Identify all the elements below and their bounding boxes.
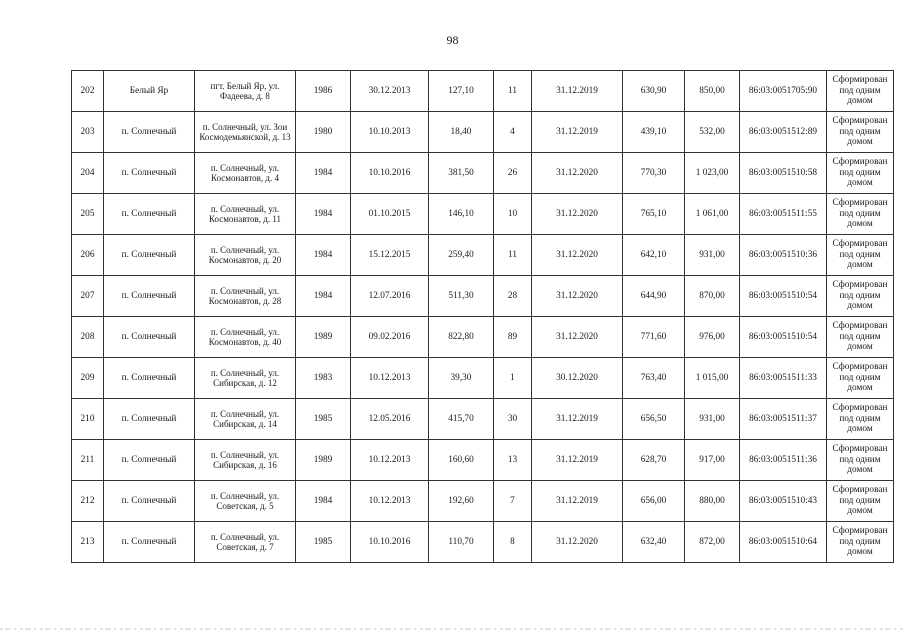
residents-cell: 89 (494, 317, 532, 358)
status-cell: Сформирован под одним домом (827, 235, 894, 276)
build-year-cell: 1989 (296, 317, 351, 358)
residents-cell: 11 (494, 71, 532, 112)
area-cell: 511,30 (429, 276, 494, 317)
address-cell: п. Солнечный, ул. Космонавтов, д. 40 (195, 317, 296, 358)
land-area-cell: 870,00 (685, 276, 740, 317)
cadastral-number-cell: 86:03:0051510:54 (740, 317, 827, 358)
date-cell: 10.10.2013 (351, 112, 429, 153)
build-year-cell: 1980 (296, 112, 351, 153)
cadastral-number-cell: 86:03:0051511:55 (740, 194, 827, 235)
table-row (72, 276, 894, 317)
settlement-cell: п. Солнечный (104, 112, 195, 153)
address-cell: п. Солнечный, ул. Космонавтов, д. 28 (195, 276, 296, 317)
table-row (72, 112, 894, 153)
land-area-cell: 931,00 (685, 399, 740, 440)
area-cell: 415,70 (429, 399, 494, 440)
total-area-cell: 770,30 (623, 153, 685, 194)
cadastral-number-cell: 86:03:0051510:43 (740, 481, 827, 522)
settlement-cell: п. Солнечный (104, 399, 195, 440)
land-area-cell: 850,00 (685, 71, 740, 112)
date-cell: 10.10.2016 (351, 153, 429, 194)
date-cell: 15.12.2015 (351, 235, 429, 276)
date-cell: 12.07.2016 (351, 276, 429, 317)
status-cell: Сформирован под одним домом (827, 194, 894, 235)
row-number-cell: 212 (72, 481, 104, 522)
table-row (72, 481, 894, 522)
resettlement-date-cell: 31.12.2020 (532, 153, 623, 194)
cadastral-number-cell: 86:03:0051705:90 (740, 71, 827, 112)
row-number-cell: 202 (72, 71, 104, 112)
status-cell: Сформирован под одним домом (827, 399, 894, 440)
address-cell: п. Солнечный, ул. Советская, д. 7 (195, 522, 296, 563)
resettlement-date-cell: 31.12.2019 (532, 71, 623, 112)
total-area-cell: 656,50 (623, 399, 685, 440)
area-cell: 822,80 (429, 317, 494, 358)
cadastral-number-cell: 86:03:0051510:36 (740, 235, 827, 276)
resettlement-date-cell: 31.12.2020 (532, 317, 623, 358)
settlement-cell: п. Солнечный (104, 276, 195, 317)
status-cell: Сформирован под одним домом (827, 276, 894, 317)
table-row (72, 358, 894, 399)
resettlement-date-cell: 31.12.2020 (532, 235, 623, 276)
total-area-cell: 771,60 (623, 317, 685, 358)
total-area-cell: 642,10 (623, 235, 685, 276)
address-cell: пгт. Белый Яр, ул. Фадеева, д. 8 (195, 71, 296, 112)
status-cell: Сформирован под одним домом (827, 112, 894, 153)
total-area-cell: 765,10 (623, 194, 685, 235)
address-cell: п. Солнечный, ул. Космонавтов, д. 11 (195, 194, 296, 235)
cadastral-number-cell: 86:03:0051511:37 (740, 399, 827, 440)
resettlement-date-cell: 31.12.2020 (532, 194, 623, 235)
total-area-cell: 628,70 (623, 440, 685, 481)
date-cell: 10.12.2013 (351, 440, 429, 481)
status-cell: Сформирован под одним домом (827, 317, 894, 358)
address-cell: п. Солнечный, ул. Сибирская, д. 16 (195, 440, 296, 481)
residents-cell: 13 (494, 440, 532, 481)
table-row (72, 194, 894, 235)
build-year-cell: 1984 (296, 276, 351, 317)
table-row (72, 317, 894, 358)
address-cell: п. Солнечный, ул. Сибирская, д. 14 (195, 399, 296, 440)
date-cell: 10.12.2013 (351, 481, 429, 522)
area-cell: 192,60 (429, 481, 494, 522)
total-area-cell: 763,40 (623, 358, 685, 399)
resettlement-date-cell: 30.12.2020 (532, 358, 623, 399)
land-area-cell: 931,00 (685, 235, 740, 276)
build-year-cell: 1986 (296, 71, 351, 112)
land-area-cell: 976,00 (685, 317, 740, 358)
area-cell: 18,40 (429, 112, 494, 153)
settlement-cell: п. Солнечный (104, 481, 195, 522)
total-area-cell: 632,40 (623, 522, 685, 563)
residents-cell: 8 (494, 522, 532, 563)
land-area-cell: 917,00 (685, 440, 740, 481)
residents-cell: 11 (494, 235, 532, 276)
total-area-cell: 630,90 (623, 71, 685, 112)
residents-cell: 30 (494, 399, 532, 440)
build-year-cell: 1984 (296, 481, 351, 522)
area-cell: 259,40 (429, 235, 494, 276)
status-cell: Сформирован под одним домом (827, 71, 894, 112)
area-cell: 160,60 (429, 440, 494, 481)
row-number-cell: 213 (72, 522, 104, 563)
area-cell: 110,70 (429, 522, 494, 563)
cadastral-number-cell: 86:03:0051510:54 (740, 276, 827, 317)
row-number-cell: 209 (72, 358, 104, 399)
table-row (72, 235, 894, 276)
land-area-cell: 872,00 (685, 522, 740, 563)
build-year-cell: 1984 (296, 194, 351, 235)
total-area-cell: 656,00 (623, 481, 685, 522)
row-number-cell: 204 (72, 153, 104, 194)
address-cell: п. Солнечный, ул. Сибирская, д. 12 (195, 358, 296, 399)
settlement-cell: п. Солнечный (104, 153, 195, 194)
settlement-cell: п. Солнечный (104, 235, 195, 276)
status-cell: Сформирован под одним домом (827, 481, 894, 522)
cadastral-number-cell: 86:03:0051512:89 (740, 112, 827, 153)
residents-cell: 10 (494, 194, 532, 235)
date-cell: 12.05.2016 (351, 399, 429, 440)
residents-cell: 26 (494, 153, 532, 194)
status-cell: Сформирован под одним домом (827, 358, 894, 399)
build-year-cell: 1983 (296, 358, 351, 399)
address-cell: п. Солнечный, ул. Космонавтов, д. 4 (195, 153, 296, 194)
cadastral-number-cell: 86:03:0051510:64 (740, 522, 827, 563)
settlement-cell: п. Солнечный (104, 440, 195, 481)
area-cell: 39,30 (429, 358, 494, 399)
table-row (72, 71, 894, 112)
date-cell: 30.12.2013 (351, 71, 429, 112)
table-body (72, 71, 894, 563)
table-row (72, 399, 894, 440)
area-cell: 146,10 (429, 194, 494, 235)
status-cell: Сформирован под одним домом (827, 522, 894, 563)
date-cell: 10.10.2016 (351, 522, 429, 563)
resettlement-date-cell: 31.12.2019 (532, 440, 623, 481)
land-area-cell: 532,00 (685, 112, 740, 153)
row-number-cell: 210 (72, 399, 104, 440)
build-year-cell: 1989 (296, 440, 351, 481)
row-number-cell: 206 (72, 235, 104, 276)
cadastral-number-cell: 86:03:0051510:58 (740, 153, 827, 194)
residents-cell: 7 (494, 481, 532, 522)
build-year-cell: 1984 (296, 153, 351, 194)
table-row (72, 153, 894, 194)
resettlement-date-cell: 31.12.2019 (532, 481, 623, 522)
build-year-cell: 1985 (296, 399, 351, 440)
settlement-cell: п. Солнечный (104, 522, 195, 563)
residents-cell: 4 (494, 112, 532, 153)
cadastral-number-cell: 86:03:0051511:36 (740, 440, 827, 481)
residents-cell: 28 (494, 276, 532, 317)
date-cell: 10.12.2013 (351, 358, 429, 399)
build-year-cell: 1985 (296, 522, 351, 563)
settlement-cell: Белый Яр (104, 71, 195, 112)
settlement-cell: п. Солнечный (104, 194, 195, 235)
row-number-cell: 208 (72, 317, 104, 358)
area-cell: 381,50 (429, 153, 494, 194)
date-cell: 09.02.2016 (351, 317, 429, 358)
status-cell: Сформирован под одним домом (827, 153, 894, 194)
date-cell: 01.10.2015 (351, 194, 429, 235)
housing-registry-table (71, 70, 894, 563)
address-cell: п. Солнечный, ул. Советская, д. 5 (195, 481, 296, 522)
land-area-cell: 1 061,00 (685, 194, 740, 235)
build-year-cell: 1984 (296, 235, 351, 276)
status-cell: Сформирован под одним домом (827, 440, 894, 481)
row-number-cell: 203 (72, 112, 104, 153)
total-area-cell: 644,90 (623, 276, 685, 317)
resettlement-date-cell: 31.12.2019 (532, 112, 623, 153)
table-row (72, 440, 894, 481)
land-area-cell: 1 015,00 (685, 358, 740, 399)
area-cell: 127,10 (429, 71, 494, 112)
settlement-cell: п. Солнечный (104, 317, 195, 358)
resettlement-date-cell: 31.12.2020 (532, 522, 623, 563)
address-cell: п. Солнечный, ул. Космонавтов, д. 20 (195, 235, 296, 276)
resettlement-date-cell: 31.12.2020 (532, 276, 623, 317)
table-row (72, 522, 894, 563)
cadastral-number-cell: 86:03:0051511:33 (740, 358, 827, 399)
land-area-cell: 880,00 (685, 481, 740, 522)
row-number-cell: 211 (72, 440, 104, 481)
row-number-cell: 205 (72, 194, 104, 235)
total-area-cell: 439,10 (623, 112, 685, 153)
scan-noise-line (0, 624, 905, 634)
residents-cell: 1 (494, 358, 532, 399)
resettlement-date-cell: 31.12.2019 (532, 399, 623, 440)
settlement-cell: п. Солнечный (104, 358, 195, 399)
page-number: 98 (446, 33, 459, 47)
address-cell: п. Солнечный, ул. Зои Космодемьянской, д. 13 (195, 112, 296, 153)
land-area-cell: 1 023,00 (685, 153, 740, 194)
row-number-cell: 207 (72, 276, 104, 317)
